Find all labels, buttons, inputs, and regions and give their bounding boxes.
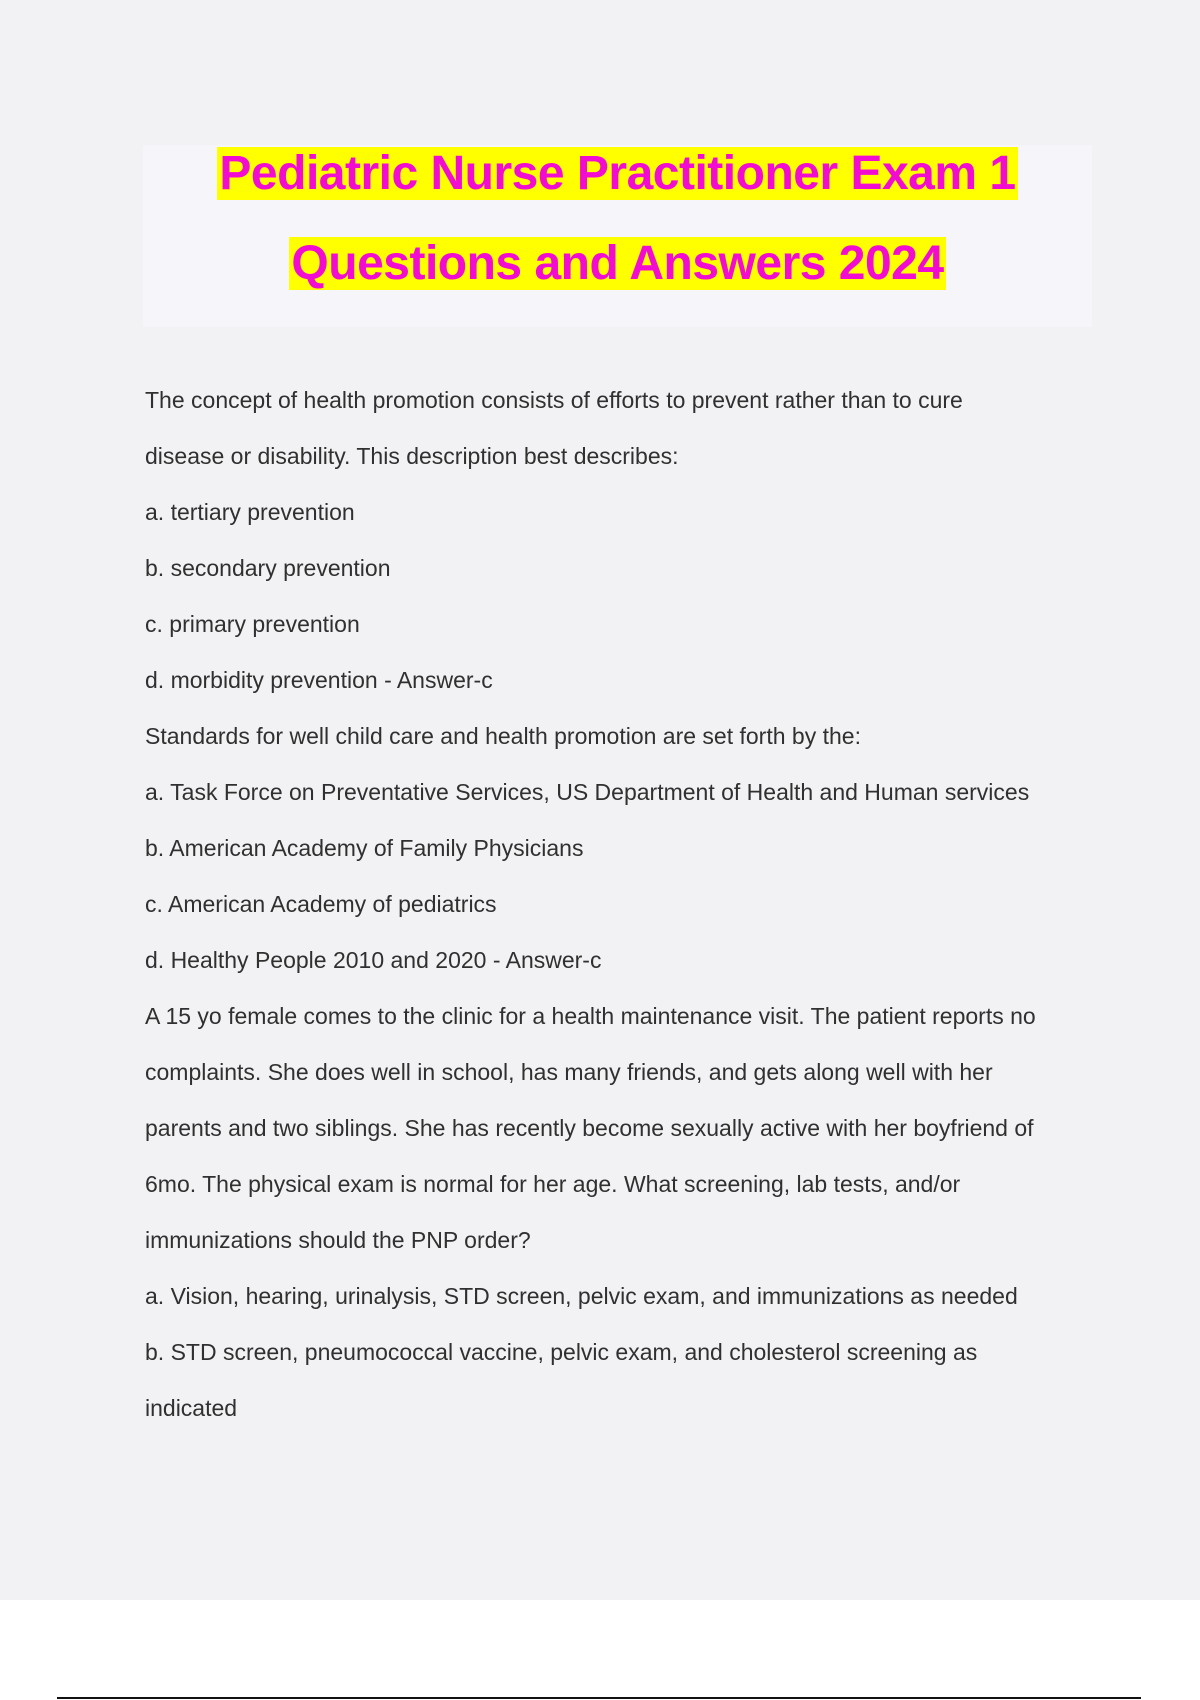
question-1-option-a: a. tertiary prevention	[145, 499, 355, 525]
question-3-text-cont-4: immunizations should the PNP order?	[145, 1227, 531, 1253]
question-3-text-cont-1: complaints. She does well in school, has many friends, and gets along well with her	[145, 1059, 993, 1085]
footer-rule	[57, 1697, 1141, 1699]
question-2-text: Standards for well child care and health promotion are set forth by the:	[145, 723, 861, 749]
question-3-option-b-cont: indicated	[145, 1395, 238, 1421]
question-1-option-b: b. secondary prevention	[145, 555, 391, 581]
title-line-2-text: Questions and Answers 2024	[291, 237, 944, 290]
title-line-1	[143, 146, 1092, 202]
question-3-text-cont-2: parents and two siblings. She has recently become sexually active with her boyfriend of	[145, 1115, 1034, 1141]
question-1-option-d-answer: d. morbidity prevention - Answer-c	[145, 667, 493, 693]
question-1-option-c: c. primary prevention	[145, 611, 360, 637]
document-body	[145, 372, 1105, 1436]
question-3-text: A 15 yo female comes to the clinic for a health maintenance visit. The patient reports no	[145, 1003, 1036, 1029]
question-2-option-c: c. American Academy of pediatrics	[145, 891, 497, 917]
question-3-text-cont-3: 6mo. The physical exam is normal for her age. What screening, lab tests, and/or	[145, 1171, 961, 1197]
title-line-1-text: Pediatric Nurse Practitioner Exam 1	[219, 147, 1016, 200]
question-3-option-a: a. Vision, hearing, urinalysis, STD screen, pelvic exam, and immunizations as needed	[145, 1283, 1018, 1309]
question-3-option-b: b. STD screen, pneumococcal vaccine, pelvic exam, and cholesterol screening as	[145, 1339, 978, 1365]
question-2-option-b: b. American Academy of Family Physicians	[145, 835, 584, 861]
question-1-text: The concept of health promotion consists of efforts to prevent rather than to cure	[145, 387, 963, 413]
title-line-2	[143, 236, 1092, 292]
question-2-option-d-answer: d. Healthy People 2010 and 2020 - Answer-c	[145, 947, 602, 973]
question-2-option-a: a. Task Force on Preventative Services, US Department of Health and Human services	[145, 779, 1030, 805]
question-1-text-cont: disease or disability. This description best describes:	[145, 443, 679, 469]
